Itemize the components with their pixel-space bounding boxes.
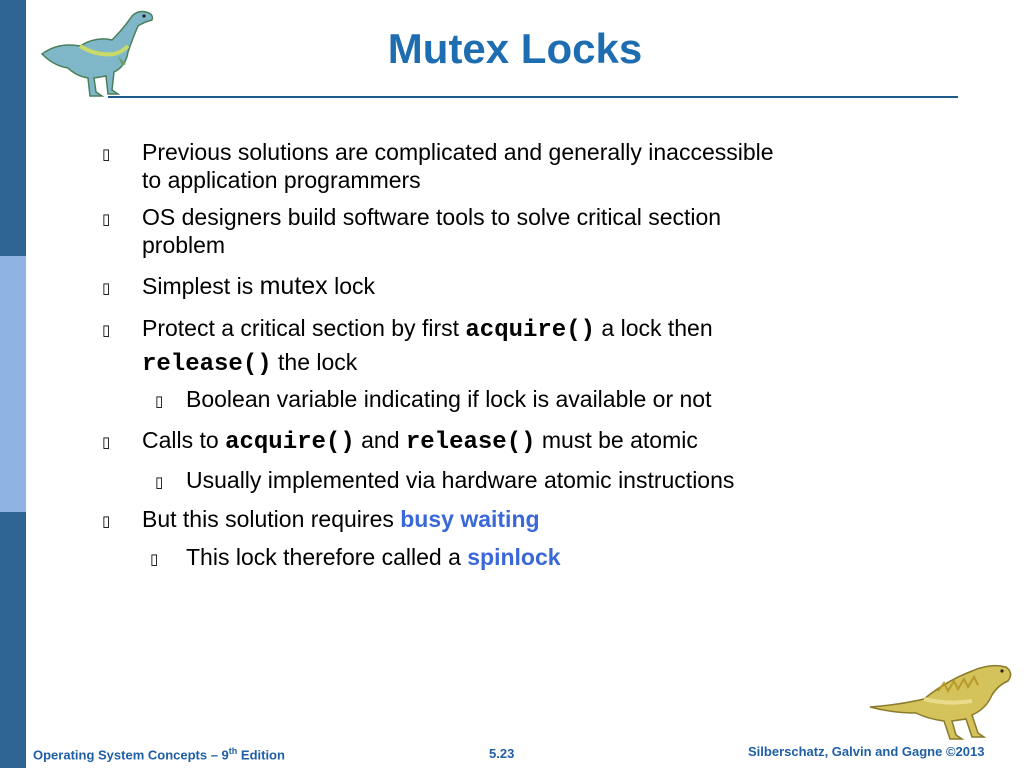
bullet-item xyxy=(102,203,721,259)
bullet-line: to application programmers xyxy=(142,167,421,193)
term-busy-waiting: busy waiting xyxy=(400,506,540,532)
bullet-marker-icon: ▯ xyxy=(102,279,111,297)
bullet-item xyxy=(102,272,375,300)
sub-bullet-item xyxy=(150,543,561,571)
bullet-marker-icon: ▯ xyxy=(102,210,111,228)
bullet-marker-icon: ▯ xyxy=(155,392,164,410)
bullet-marker-icon: ▯ xyxy=(102,321,111,339)
bullet-line: problem xyxy=(142,232,226,258)
bullet-line: Previous solutions are complicated and generally inaccessible xyxy=(142,139,774,165)
bullet-marker-icon: ▯ xyxy=(155,473,164,491)
bullet-text: and xyxy=(354,427,406,453)
bullet-text: Protect a critical section by first xyxy=(142,315,466,341)
bullet-text: Simplest is xyxy=(142,273,260,299)
footer-book-suffix: Edition xyxy=(237,747,285,763)
bullet-marker-icon: ▯ xyxy=(102,145,111,163)
dinosaur-bottom-icon xyxy=(868,655,1018,740)
bullet-item xyxy=(102,314,713,379)
bullet-text: This lock therefore called a xyxy=(186,544,468,570)
bullet-text: the lock xyxy=(271,349,358,375)
code-acquire: acquire() xyxy=(465,317,596,344)
term-mutex: mutex xyxy=(259,272,328,300)
bullet-line: OS designers build software tools to solve critical section xyxy=(142,204,722,230)
code-release: release() xyxy=(405,429,536,456)
code-release: release() xyxy=(142,351,272,378)
footer-book-prefix: Operating System Concepts – 9 xyxy=(33,747,229,763)
bullet-text: Calls to xyxy=(142,427,226,453)
bullet-marker-icon: ▯ xyxy=(102,433,111,451)
bullet-marker-icon: ▯ xyxy=(102,512,111,530)
footer-page-number: 5.23 xyxy=(489,746,515,761)
sub-bullet-item xyxy=(155,466,734,494)
bullet-text: a lock then xyxy=(595,315,713,341)
bullet-item xyxy=(102,426,698,457)
bullet-text: Usually implemented via hardware atomic instructions xyxy=(186,467,735,493)
footer-authors: Silberschatz, Galvin and Gagne ©2013 xyxy=(748,744,985,759)
footer-book-sup: th xyxy=(228,746,238,756)
bullet-text: Boolean variable indicating if lock is available or not xyxy=(186,386,712,412)
dinosaur-top-icon xyxy=(34,6,160,98)
side-bar-highlight xyxy=(0,256,26,512)
term-spinlock: spinlock xyxy=(467,544,561,570)
code-acquire: acquire() xyxy=(225,429,355,456)
title-divider xyxy=(108,96,958,98)
bullet-item xyxy=(102,505,540,533)
sub-bullet-item xyxy=(155,385,711,413)
bullet-marker-icon: ▯ xyxy=(150,550,159,568)
bullet-text: must be atomic xyxy=(535,427,698,453)
slide-title: Mutex Locks xyxy=(387,25,643,72)
bullet-text: But this solution requires xyxy=(142,506,401,532)
bullet-item xyxy=(102,138,774,194)
footer-book-title xyxy=(33,746,285,762)
bullet-text: lock xyxy=(327,273,375,299)
